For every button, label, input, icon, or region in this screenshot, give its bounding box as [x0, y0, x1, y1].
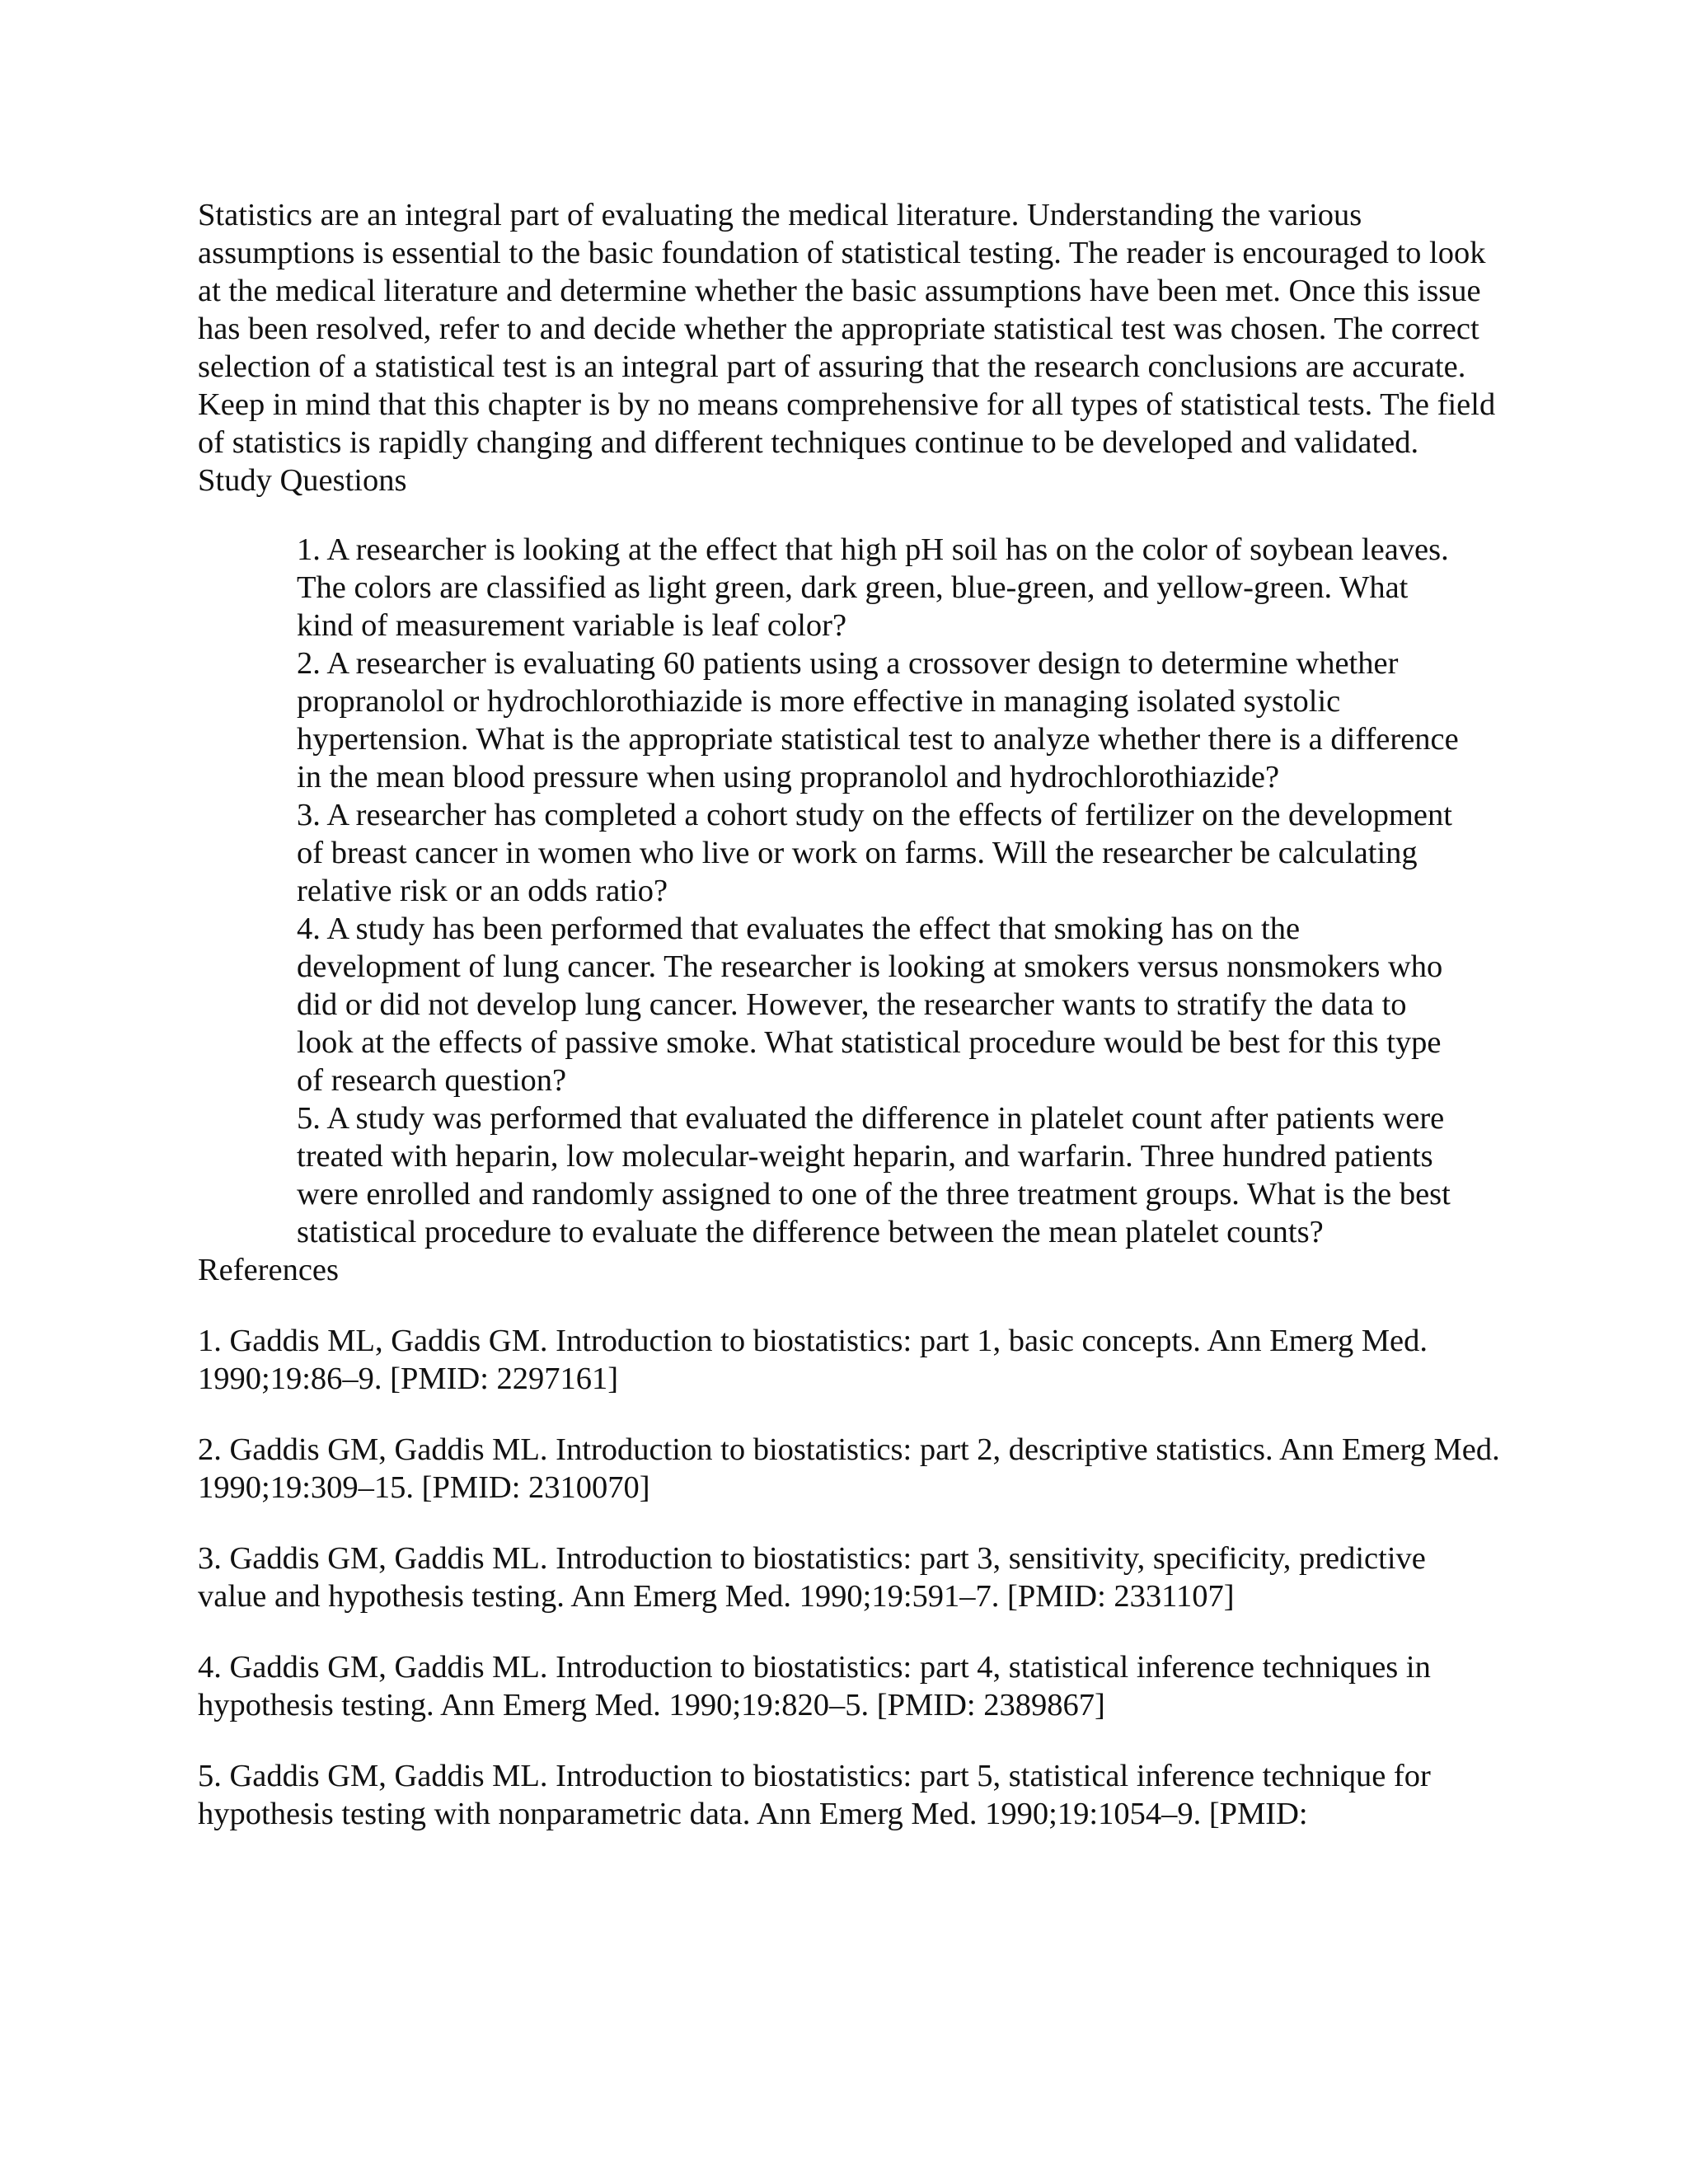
study-question: 2. A researcher is evaluating 60 patients using a crossover design to determine whether propranolol or hydrochlorothiazide is more effective in managing isolated systolic hypertension. What is the appropriate statistical test to analyze whether there is a difference in the mean blood pressure when using propranolol and hydrochlorothiazide? — [297, 646, 1459, 794]
reference-item: 3. Gaddis GM, Gaddis ML. Introduction to biostatistics: part 3, sensitivity, specificity, predictive value and hypothesis testing. Ann Emerg Med. 1990;19:591–7. [PMID: 2331107] — [198, 1541, 1426, 1614]
references-list — [198, 1322, 1500, 1833]
study-question: 5. A study was performed that evaluated the difference in platelet count after patients were treated with heparin, low molecular-weight heparin, and warfarin. Three hundred patients were enrolled and randomly assigned to one of the three treatment groups. What is the best statistical procedure to evaluate the difference between the mean platelet counts? — [297, 1101, 1451, 1249]
reference-item: 1. Gaddis ML, Gaddis GM. Introduction to biostatistics: part 1, basic concepts. Ann Emerg Med. 1990;19:86–9. [PMID: 2297161] — [198, 1324, 1428, 1396]
reference-item: 5. Gaddis GM, Gaddis ML. Introduction to biostatistics: part 5, statistical inference technique for hypothesis testing with nonparametric data. Ann Emerg Med. 1990;19:1054–9. [PMID: — [198, 1759, 1431, 1831]
references-heading: References — [198, 1253, 339, 1287]
study-questions-list — [297, 531, 1467, 1251]
study-question: 4. A study has been performed that evaluates the effect that smoking has on the development of lung cancer. The researcher is looking at smokers versus nonsmokers who did or did not develop lung cancer. However, the researcher wants to stratify the data to look at the effects of passive smoke. What statistical procedure would be best for this type of research question? — [297, 912, 1443, 1098]
study-question: 1. A researcher is looking at the effect that high pH soil has on the color of soybean leaves. The colors are classified as light green, dark green, blue-green, and yellow-green. What kind of measurement variable is leaf color? — [297, 532, 1449, 643]
study-question: 3. A researcher has completed a cohort study on the effects of fertilizer on the development of breast cancer in women who live or work on farms. Will the researcher be calculating relative risk or an odds ratio? — [297, 798, 1452, 908]
reference-item: 2. Gaddis GM, Gaddis ML. Introduction to biostatistics: part 2, descriptive statistics. Ann Emerg Med. 1990;19:309–15. [PMID: 2310070] — [198, 1432, 1500, 1505]
document-page — [198, 196, 1500, 1866]
reference-item: 4. Gaddis GM, Gaddis ML. Introduction to biostatistics: part 4, statistical inference techniques in hypothesis testing. Ann Emerg Med. 1990;19:820–5. [PMID: 2389867] — [198, 1650, 1431, 1722]
study-questions-heading: Study Questions — [198, 463, 407, 498]
intro-paragraph: Statistics are an integral part of evaluating the medical literature. Understanding the various assumptions is essential to the basic foundation of statistical testing. The reader is encouraged to look at the medical literature and determine whether the basic assumptions have been met. Once this issue has been resolved, refer to and decide whether the appropriate statistical test was chosen. The correct selection of a statistical test is an integral part of assuring that the research conclusions are accurate. Keep in mind that this chapter is by no means comprehensive for all types of statistical tests. The field of statistics is rapidly changing and different techniques continue to be developed and validated. — [198, 198, 1496, 460]
